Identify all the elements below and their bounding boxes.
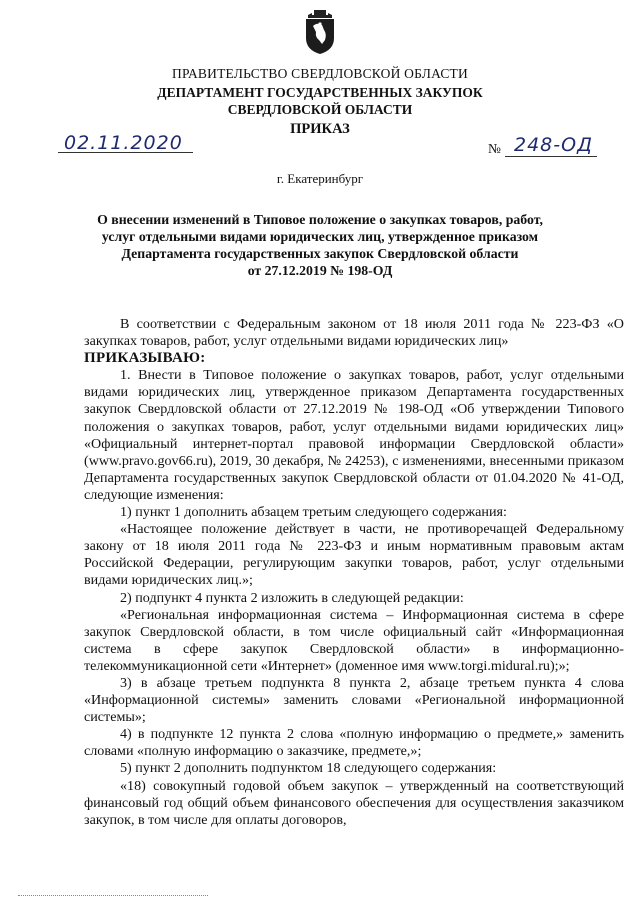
paragraph-4: 2) подпункт 4 пункта 2 изложить в следующей редакции:	[120, 589, 464, 606]
date-underline	[58, 152, 193, 153]
document-body	[84, 316, 624, 829]
intro-paragraph: В соответствии с Федеральным законом от 18 июля 2011 года № 223-ФЗ «О закупках товаров, работ, услуг отдельными видами юридических лиц»	[84, 316, 624, 350]
paragraph-3: «Настоящее положение действует в части, не противоречащей Федеральному закону от 18 июля 2011 года № 223-ФЗ и иным нормативным правовым актам Российской Федерации, регулирующим закупки товаров, работ, услуг отдельными видами юридических лиц.»;	[84, 521, 624, 589]
department-name	[0, 84, 640, 118]
number-underline	[505, 156, 597, 157]
order-keyword: ПРИКАЗЫВАЮ:	[84, 350, 206, 367]
paragraph-6: 3) в абзаце третьем подпункта 8 пункта 2, абзаце третьем пункта 4 слова «Информационной системы» заменить словами «Региональной информационной системы»;	[84, 674, 624, 726]
title-line-4: от 27.12.2019 № 198-ОД	[247, 263, 393, 278]
title-line-2: услуг отдельными видами юридических лиц, утвержденное приказом	[101, 229, 539, 244]
paragraph-5: «Региональная информационная система – Информационная система в сфере закупок Свердловской области, в том числе официальный сайт «Информационная система в сфере закупок Свердловской области» в информационно-телекоммуникационной сети «Интернет» (доменное имя www.torgi.midural.ru);»;	[84, 606, 624, 674]
paragraph-2: 1) пункт 1 дополнить абзацем третьим следующего содержания:	[120, 504, 507, 521]
department-line-1: ДЕПАРТАМЕНТ ГОСУДАРСТВЕННЫХ ЗАКУПОК	[157, 85, 483, 100]
paragraph-1: 1. Внести в Типовое положение о закупках товаров, работ, услуг отдельными видами юридических лиц, утвержденное приказом Департамента государственных закупок Свердловской области от 27.12.2019 № 198-ОД «Об утверждении Типового положения о закупках товаров, работ, услуг отдельными видами юридических лиц» «Официальный интернет-портал правовой информации Свердловской области» (www.pravo.gov66.ru), 2019, 30 декабря, № 24253), с изменениями, внесенными приказом Департамента государственных закупок Свердловской области от 01.04.2020 № 41-ОД, следующие изменения:	[84, 367, 624, 503]
city: г. Екатеринбург	[276, 171, 364, 186]
order-number: 248-ОД	[514, 134, 593, 156]
order-date: 02.11.2020	[64, 132, 183, 154]
department-line-2: СВЕРДЛОВСКОЙ ОБЛАСТИ	[227, 102, 413, 117]
government-name: ПРАВИТЕЛЬСТВО СВЕРДЛОВСКОЙ ОБЛАСТИ	[172, 66, 468, 81]
document-title	[0, 211, 640, 279]
number-label: №	[488, 141, 501, 156]
footer-rule	[18, 895, 208, 896]
coat-of-arms-icon	[303, 10, 337, 54]
title-line-3: Департамента государственных закупок Свердловской области	[121, 246, 519, 261]
paragraph-9: «18) совокупный годовой объем закупок – утвержденный на соответствующий финансовый год общий объем финансового обеспечения для осуществления заказчиком закупок, в том числе для оплаты договоров,	[84, 777, 624, 828]
title-line-1: О внесении изменений в Типовое положение о закупках товаров, работ,	[97, 212, 543, 227]
paragraph-8: 5) пункт 2 дополнить подпунктом 18 следующего содержания:	[120, 760, 497, 777]
paragraph-7: 4) в подпункте 12 пункта 2 слова «полную информацию о предмете,» заменить словами «полную информацию о заказчике, предмете,»;	[84, 726, 624, 760]
document-type: ПРИКАЗ	[290, 121, 350, 137]
